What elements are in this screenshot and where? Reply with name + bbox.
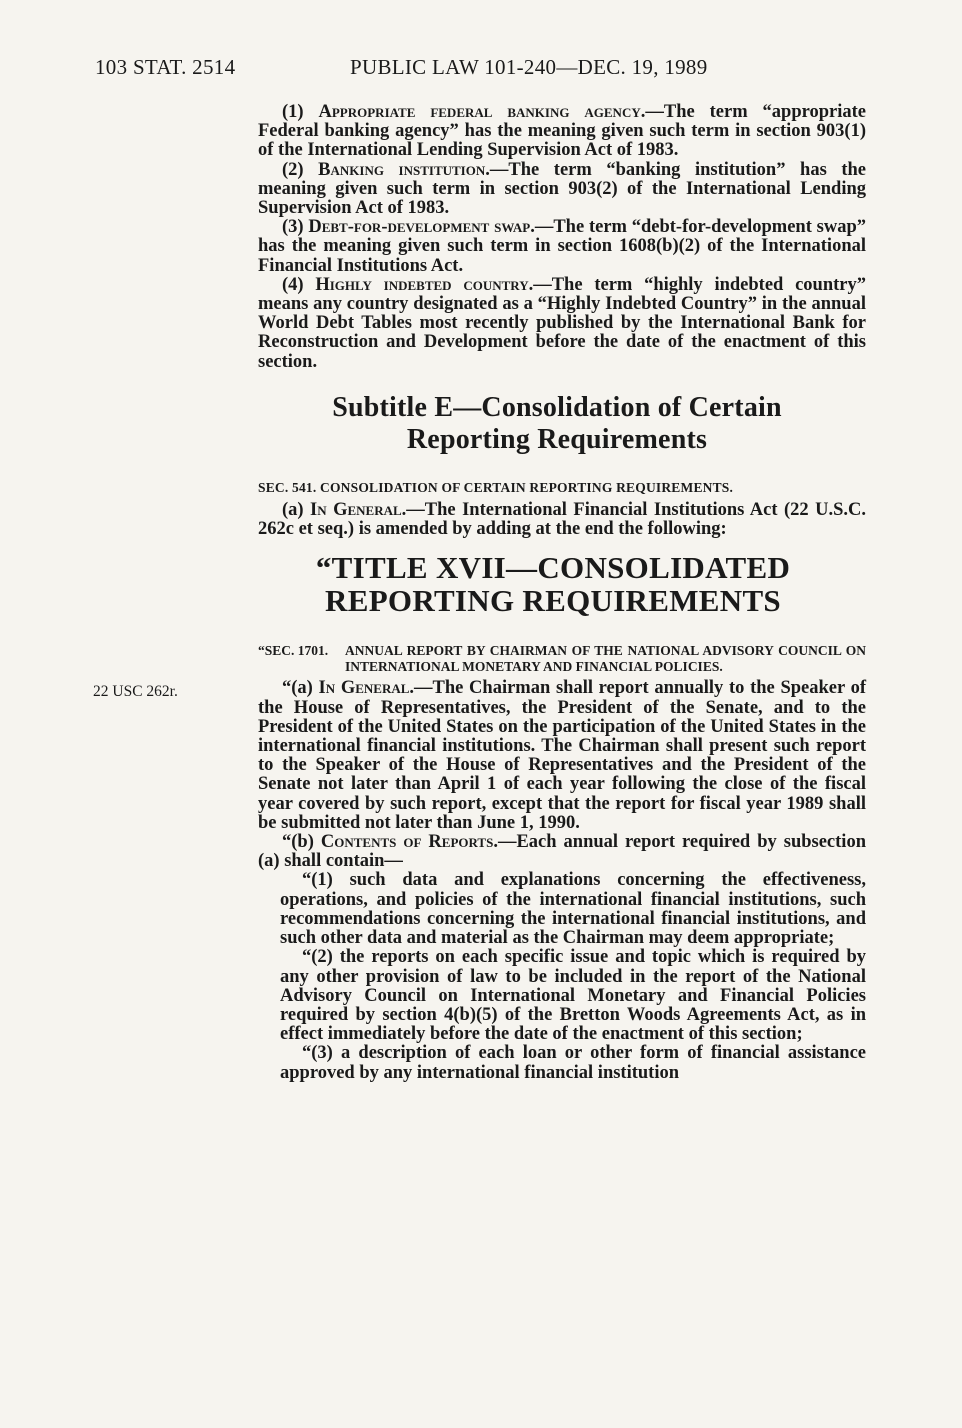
- statute-page-number: 103 STAT. 2514: [95, 55, 236, 79]
- section-541-a: (a) In General.—The International Financial Institutions Act (22 U.S.C. 262c et seq.) is amended by adding at the end the following:: [258, 500, 867, 540]
- section-1701-a: “(a) In General.—The Chairman shall report annually to the Speaker of the House of Representatives, the President of the Senate, and to the President of the United States on the participation of the United States in the international financial institutions. The Chairman shall present such report to the Speaker of the House of Representatives and the President of the Senate not later than April 1 of each year following the close of the fiscal year covered by such report, except that the report for fiscal year 1989 shall be submitted not later than June 1, 1990.: [258, 678, 866, 833]
- definition-term: Banking institution.: [318, 159, 490, 180]
- definition-term: Debt-for-development swap.: [308, 217, 535, 238]
- section-541-heading: SEC. 541. CONSOLIDATION OF CERTAIN REPORTING REQUIREMENTS.: [258, 479, 734, 495]
- definition-term: Appropriate federal banking agency.: [318, 102, 646, 122]
- definition-term: Highly indebted country.: [315, 274, 534, 295]
- title-xvii-heading: “TITLE XVII—CONSOLIDATED REPORTING REQUIREMENTS: [315, 550, 791, 619]
- section-1701-b: “(b) Contents of Reports.—Each annual report required by subsection (a) shall contain—: [258, 832, 866, 872]
- section-1701-heading: “SEC. 1701. ANNUAL REPORT BY CHAIRMAN OF THE NATIONAL ADVISORY COUNCIL ON INTERNATIONAL MONETARY AND FINANCIAL POLICIES.: [258, 643, 866, 675]
- margin-note-usc: 22 USC 262r.: [93, 683, 178, 700]
- contents-item-2: “(2) the reports on each specific issue and topic which is required by any other provision of law to be included in the report of the National Advisory Council on International Monetary and Financial Policies required by section 4(b)(5) of the Bretton Woods Agreements Act, as in effect immediately before the date of the enactment of this section;: [280, 947, 866, 1045]
- definition-1: (1) Appropriate federal banking agency.—The term “appropriate Federal banking agency” has the meaning given such term in section 903(1) of the International Lending Supervision Act of 1983.: [258, 102, 866, 161]
- page-header: [95, 55, 875, 85]
- contents-item-1: “(1) such data and explanations concerning the effectiveness, operations, and policies of the international financial institutions, such recommendations concerning the international financial institutions, and such other data and material as the Chairman may deem appropriate;: [280, 870, 866, 949]
- document-body: [258, 103, 866, 1083]
- definition-3: (3) Debt-for-development swap.—The term “debt-for-development swap” has the meaning given such term in section 1608(b)(2) of the International Financial Institutions Act.: [258, 217, 866, 276]
- definition-2: (2) Banking institution.—The term “banking institution” has the meaning given such term in section 903(2) of the International Lending Supervision Act of 1983.: [258, 159, 867, 219]
- contents-item-3: “(3) a description of each loan or other form of financial assistance approved by any international financial institution: [280, 1043, 866, 1083]
- subtitle-heading: Subtitle E—Consolidation of Certain Reporting Requirements: [332, 391, 782, 455]
- public-law-title: PUBLIC LAW 101-240—DEC. 19, 1989: [350, 55, 708, 79]
- definition-4: (4) Highly indebted country.—The term “highly indebted country” means any country designated as a “Highly Indebted Country” in the annual World Debt Tables most recently published by the International Bank for Reconstruction and Development before the date of the enactment of this section.: [258, 274, 867, 372]
